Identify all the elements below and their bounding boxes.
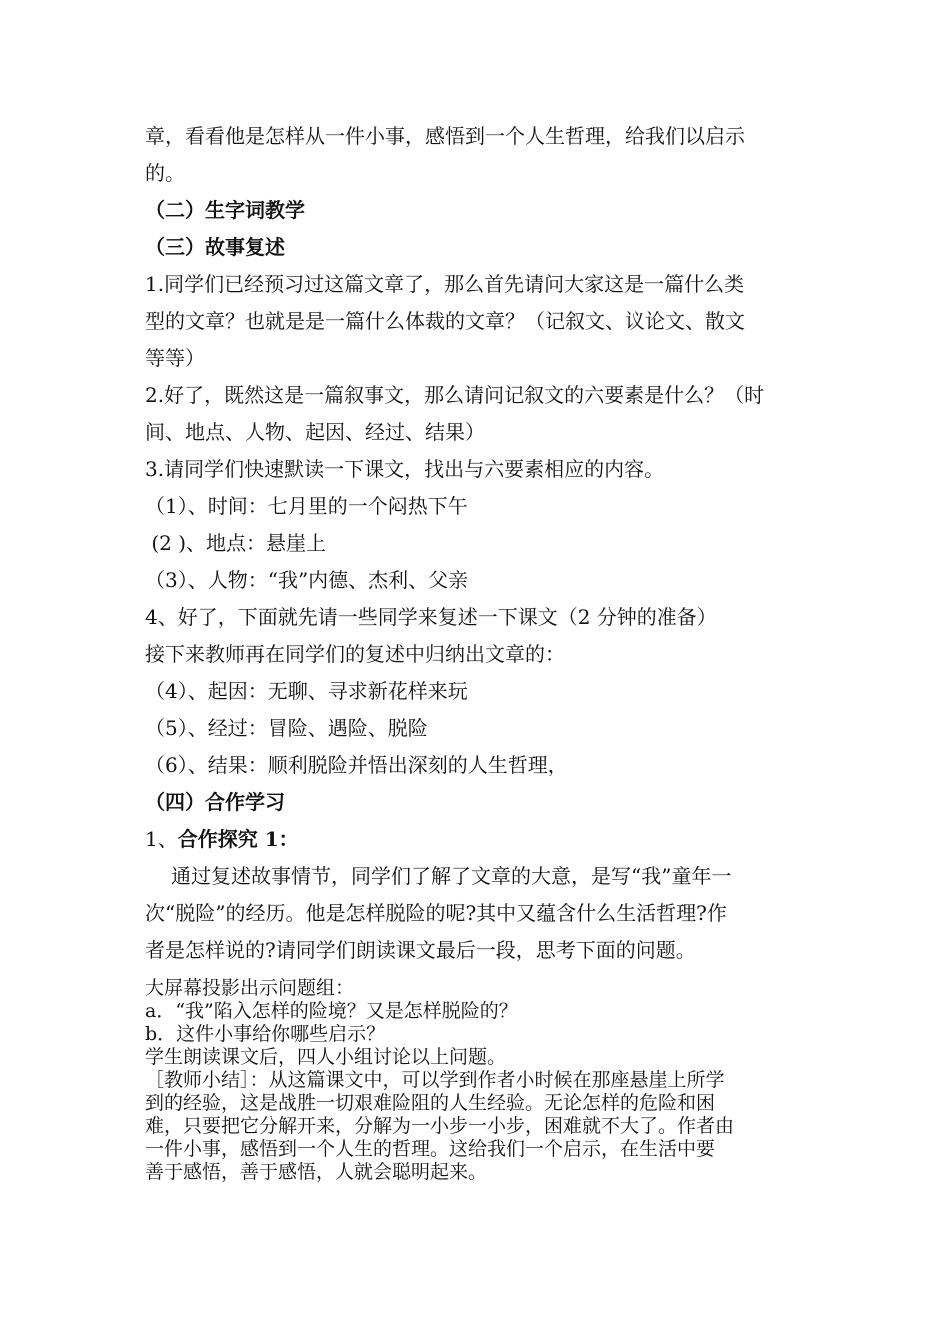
question-2-line-1: 2.好了，既然这是一篇叙事文，那么请问记叙文的六要素是什么？（时: [145, 383, 765, 407]
subsection-1: [145, 821, 810, 858]
screen-projection-text: 大屏幕投影出示问题组：: [145, 977, 355, 999]
section-heading-4: （四）合作学习: [145, 790, 285, 814]
question-b: b．这件小事给你哪些启示？: [145, 1023, 386, 1045]
summary-line-3: 难，只要把它分解开来，分解为一小步一小步，困难就不大了。作者由: [145, 1115, 735, 1137]
element-cause: （4）、起因：无聊、寻求新花样来玩: [145, 679, 468, 703]
section-heading-2: （二）生字词教学: [145, 198, 305, 222]
summary-line-5: 善于感悟，善于感悟，人就会聪明起来。: [145, 1161, 488, 1183]
next-step-text: 接下来教师再在同学们的复述中归纳出文章的：: [145, 642, 565, 666]
element-people: （3）、人物：“我”内德、杰利、父亲: [145, 568, 469, 592]
intro-line-2: 的。: [145, 161, 185, 185]
question-4: 4、好了，下面就先请一些同学来复述一下课文（2 分钟的准备）: [145, 605, 717, 629]
element-process: （5）、经过：冒险、遇险、脱险: [145, 716, 428, 740]
subsection-1-prefix: 1、: [145, 827, 178, 851]
element-place: (2 )、地点：悬崖上: [145, 531, 327, 555]
subsection-1-title: 合作探究 1：: [177, 827, 299, 851]
section-heading-3: （三）故事复述: [145, 235, 285, 259]
discussion-text: 学生朗读课文后，四人小组讨论以上问题。: [145, 1046, 507, 1068]
paragraph-line-2: 次“脱险”的经历。他是怎样脱险的呢?其中又蕴含什么生活哲理?作: [145, 901, 727, 925]
question-1-line-3: 等等）: [145, 346, 205, 370]
summary-line-2: 到的经验，这是战胜一切艰难险阻的人生经验。无论怎样的危险和困: [145, 1092, 716, 1114]
question-3: 3.请同学们快速默读一下课文，找出与六要素相应的内容。: [145, 457, 665, 481]
document-body: [145, 118, 810, 1184]
element-time: （1）、时间：七月里的一个闷热下午: [145, 494, 468, 518]
element-result: （6）、结果：顺利脱险并悟出深刻的人生哲理，: [145, 753, 568, 777]
intro-line-1: 章，看看他是怎样从一件小事，感悟到一个人生哲理，给我们以启示: [145, 124, 745, 148]
summary-line-1: ［教师小结］：从这篇课文中，可以学到作者小时候在那座悬崖上所学: [145, 1069, 725, 1091]
summary-line-4: 一件小事，感悟到一个人生的哲理。这给我们一个启示，在生活中要: [145, 1138, 716, 1160]
question-1-line-1: 1.同学们已经预习过这篇文章了，那么首先请问大家这是一篇什么类: [145, 272, 745, 296]
question-1-line-2: 型的文章？也就是是一篇什么体裁的文章？（记叙文、议论文、散文: [145, 309, 745, 333]
question-2-line-2: 间、地点、人物、起因、经过、结果）: [145, 420, 485, 444]
paragraph-line-3: 者是怎样说的?请同学们朗读课文最后一段，思考下面的问题。: [145, 938, 696, 962]
question-a: a．“我”陷入怎样的险境？又是怎样脱险的？: [145, 1000, 518, 1022]
paragraph-line-1: 通过复述故事情节，同学们了解了文章的大意，是写“我”童年一: [171, 864, 732, 888]
